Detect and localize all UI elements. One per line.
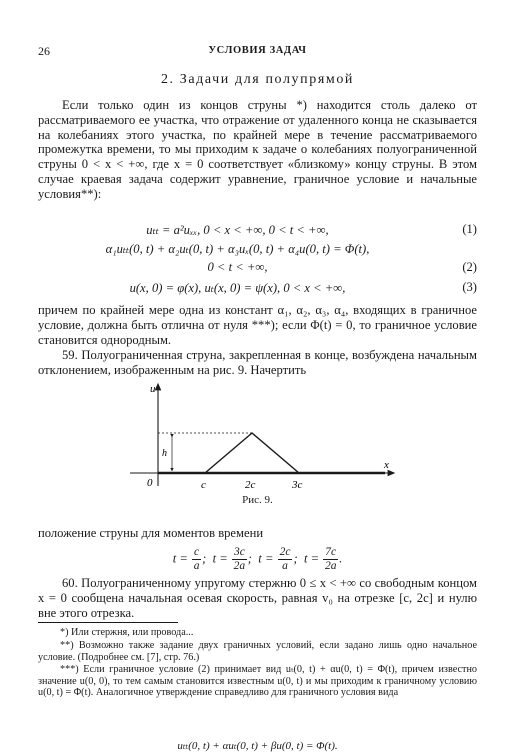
figure-caption: Рис. 9. xyxy=(242,494,273,506)
footnote-2: **) Возможно также задание двух граничных условий, если задано лишь одно начальное условие. (Подробнее см. [7], стр. 76.) xyxy=(38,640,477,663)
time-2-sep: ; xyxy=(247,551,252,566)
y-axis-label: u xyxy=(150,383,156,395)
times-intro: положение струны для моментов времени xyxy=(38,526,264,540)
time-1-lhs: t = xyxy=(172,551,188,566)
equation-1-body: uₜₜ = a²uₓₓ, 0 < x < +∞, 0 < t < +∞, xyxy=(146,223,329,237)
time-1-den: a xyxy=(193,560,200,572)
equation-1 xyxy=(38,222,477,240)
time-2-den: 2a xyxy=(233,560,246,572)
intro-paragraph: Если только один из концов струны *) находится столь далеко от рассматриваемого ее участка, что отражение от удаленного конца не сказывается на колебаниях этого участка, по крайней мере в течение рассматриваемого промежутка времени, то мы приходим к задаче о колебаниях полуограниченной струны 0 < x < +∞, где x = 0 соответствует «близкому» концу струны. В этом случае краевая задача содержит уравнение, граничное условие и начальные условия**): xyxy=(38,98,477,201)
time-3-num: 2c xyxy=(279,546,291,558)
x-axis-label: x xyxy=(384,459,389,471)
time-2-num: 3c xyxy=(233,546,245,558)
equation-1-number: (1) xyxy=(462,222,477,236)
section-title: 2. Задачи для полупрямой xyxy=(160,72,355,87)
footnote-1: *) Или стержня, или провода... xyxy=(60,627,194,638)
time-3-lhs: t = xyxy=(258,551,274,566)
tick-3c: 3c xyxy=(292,479,303,491)
equation-3-body: u(x, 0) = φ(x), uₜ(x, 0) = ψ(x), 0 < x < +∞, xyxy=(129,281,346,295)
time-1-sep: ; xyxy=(202,551,207,566)
equation-2a xyxy=(38,241,477,259)
time-4-lhs: t = xyxy=(303,551,320,566)
running-head: УСЛОВИЯ ЗАДАЧ xyxy=(208,45,307,56)
footnote-3-equation: uₜₜ(0, t) + αuₜ(0, t) + βu(0, t) = Φ(t). xyxy=(177,740,338,752)
page-header xyxy=(38,44,477,60)
figure-9 xyxy=(130,378,400,498)
origin-label: 0 xyxy=(147,477,153,489)
footnote-rule xyxy=(38,622,178,623)
equation-2-number: (2) xyxy=(462,260,477,274)
footnote-3: ***) Если граничное условие (2) принимает вид uₜ(0, t) + αu(0, t) = Φ(t), причем известно значение u(0, 0), то тем самым становится известным u(0, t) и мы приходим к граничному условию u(0, t) = Φ(t). Аналогичное утверждение справедливо для граничного условия вида xyxy=(38,664,477,699)
equation-3 xyxy=(38,280,477,298)
time-4-num: 7c xyxy=(325,546,337,558)
initial-profile xyxy=(205,433,299,473)
equation-2a-body: α₁uₜₜ(0, t) + α₂uₜ(0, t) + α₃uₓ(0, t) + α₄u(0, t) = Φ(t), xyxy=(105,242,370,256)
time-3-sep: ; xyxy=(293,551,298,566)
tick-c: c xyxy=(201,479,206,491)
height-label: h xyxy=(162,448,167,459)
time-4-den: 2a xyxy=(324,560,337,572)
time-3-fraction xyxy=(278,546,293,573)
time-1-num: c xyxy=(194,546,200,558)
tick-2c: 2c xyxy=(245,479,256,491)
time-1-fraction xyxy=(192,546,201,573)
problem-60: 60. Полуограниченному упругому стержню 0 ≤ x < +∞ со свободным концом x = 0 сообщена начальная осевая скорость, равная v₀ на отрезке [c, 2c] и нулю вне этого отрезка. xyxy=(38,576,477,620)
equation-2b-body: 0 < t < +∞, xyxy=(207,260,268,274)
page-number: 26 xyxy=(38,44,50,58)
time-4-fraction xyxy=(323,546,338,573)
time-3-den: a xyxy=(282,560,288,572)
times-list xyxy=(38,546,477,573)
equation-2b xyxy=(38,260,477,278)
time-2-fraction xyxy=(232,546,247,573)
equation-3-number: (3) xyxy=(462,280,477,294)
time-4-sep: . xyxy=(339,551,343,566)
problem-59: 59. Полуограниченная струна, закрепленная в конце, возбуждена начальным отклонением, изображенным на рис. 9. Начертить xyxy=(38,348,477,377)
after-equations-paragraph: причем по крайней мере одна из констант α₁, α₂, α₃, α₄, входящих в граничное условие, должна быть отлична от нуля ***); если Φ(t) = 0, то граничное условие становится однородным. xyxy=(38,303,477,347)
time-2-lhs: t = xyxy=(212,551,228,566)
